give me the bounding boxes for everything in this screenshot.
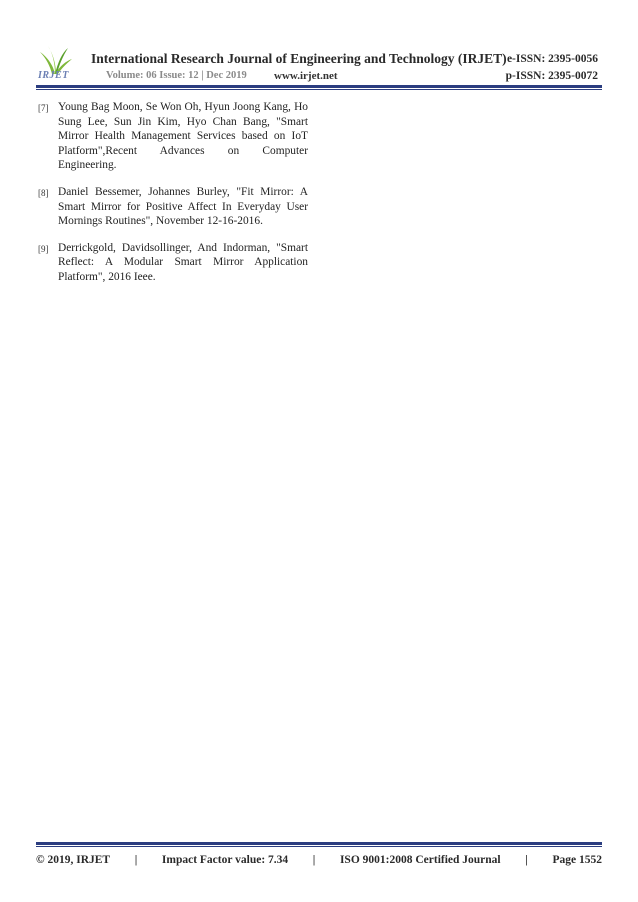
page-footer: [36, 851, 602, 869]
journal-title: International Research Journal of Engineering and Technology (IRJET): [91, 51, 507, 66]
footer-impact-factor: Impact Factor value: 7.34: [161, 854, 289, 866]
footer-separator: |: [312, 854, 316, 866]
reference-list: [38, 100, 308, 297]
footer-separator: |: [525, 854, 528, 866]
e-issn: e-ISSN: 2395-0056: [506, 53, 598, 65]
reference-number: [9]: [38, 243, 49, 254]
footer-divider-thin: [36, 846, 602, 847]
header-divider-thin: [36, 89, 602, 90]
reference-number: [7]: [38, 103, 49, 113]
reference-text: Daniel Bessemer, Johannes Burley, "Fit Mirror: A Smart Mirror for Positive Affect In Everyday User Mornings Routines", November 12-16-2016.: [58, 185, 308, 228]
footer-separator: |: [134, 854, 138, 866]
reference-text: Young Bag Moon, Se Won Oh, Hyun Joong Kang, Ho Sung Lee, Sun Jin Kim, Hyo Chan Bang, "Smart Mirror Health Management Services based on IoT Platform",Recent Advances on Computer Engineering.: [58, 101, 308, 172]
footer-copyright: © 2019, IRJET: [36, 854, 111, 866]
reference-item: [38, 100, 308, 173]
reference-item: [38, 185, 308, 229]
volume-info: Volume: 06 Issue: 12 | Dec 2019: [106, 70, 247, 81]
reference-item: [38, 241, 308, 285]
p-issn: p-ISSN: 2395-0072: [505, 70, 598, 82]
website-link[interactable]: www.irjet.net: [274, 70, 338, 82]
reference-number: [8]: [38, 187, 49, 198]
footer-iso: ISO 9001:2008 Certified Journal: [339, 854, 501, 866]
footer-divider: [36, 842, 602, 845]
page-header: [0, 0, 638, 95]
footer-page-number: Page 1552: [552, 854, 602, 866]
logo-text: IRJET: [38, 70, 69, 81]
reference-text: Derrickgold, Davidsollinger, And Indorman, "Smart Reflect: A Modular Smart Mirror Application Platform", 2016 Ieee.: [58, 241, 308, 283]
header-divider: [36, 85, 602, 88]
